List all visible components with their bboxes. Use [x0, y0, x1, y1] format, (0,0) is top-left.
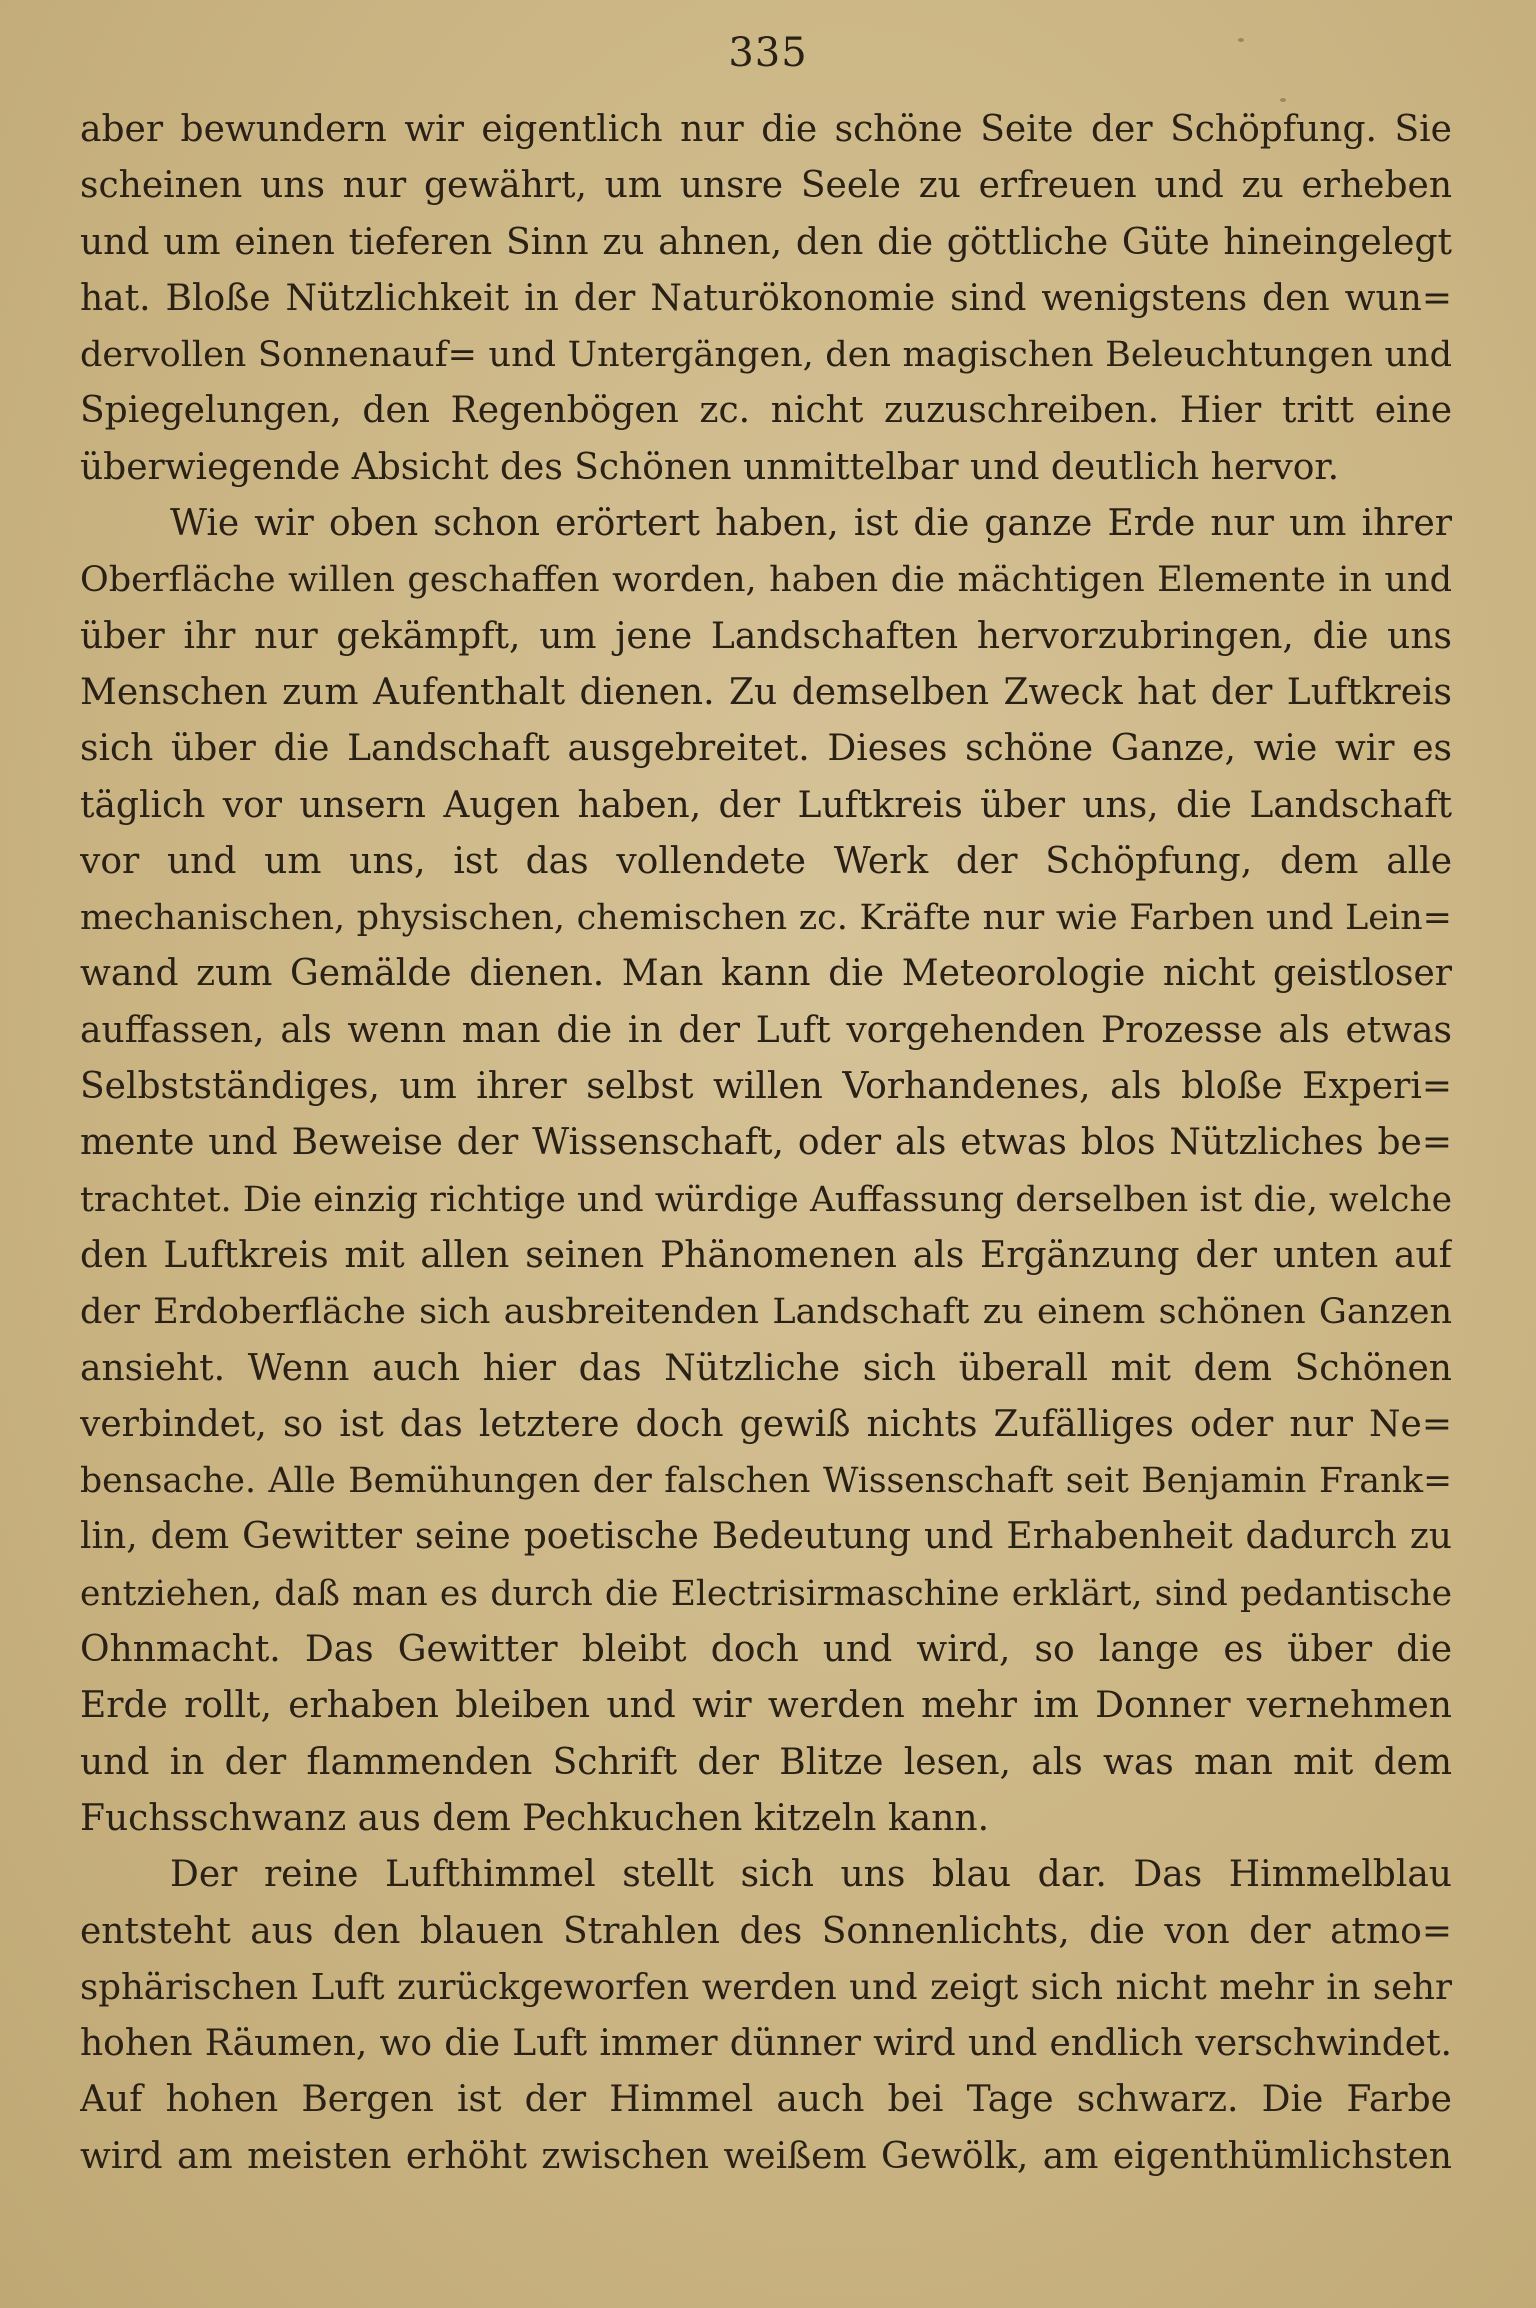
text-line: lin, dem Gewitter seine poetische Bedeutung und Erhabenheit dadurch zu [80, 1516, 1452, 1558]
text-line: wird am meisten erhöht zwischen weißem Gewölk, am eigenthümlichsten [80, 2135, 1452, 2177]
text-line: Selbstständiges, um ihrer selbst willen Vorhandenes, als bloße Experi= [80, 1066, 1452, 1108]
text-line: aber bewundern wir eigentlich nur die schöne Seite der Schöpfung. Sie [80, 109, 1452, 150]
paragraph-start-line: Der reine Lufthimmel stellt sich uns blau dar. Das Himmelblau [170, 1854, 1452, 1896]
text-line: und in der flammenden Schrift der Blitze lesen, als was man mit dem [80, 1741, 1452, 1783]
text-line: trachtet. Die einzig richtige und würdige Auffassung derselben ist die, welche [80, 1179, 1452, 1220]
text-line: täglich vor unsern Augen haben, der Luftkreis über uns, die Landschaft [80, 784, 1452, 826]
paper-speck [1238, 38, 1244, 42]
text-line: Ohnmacht. Das Gewitter bleibt doch und wird, so lange es über die [80, 1629, 1452, 1671]
text-line: entsteht aus den blauen Strahlen des Sonnenlichts, die von der atmo= [80, 1910, 1452, 1952]
text-line: mechanischen, physischen, chemischen zc. Kräfte nur wie Farben und Lein= [80, 898, 1452, 939]
text-line: bensache. Alle Bemühungen der falschen Wissenschaft seit Benjamin Frank= [80, 1461, 1452, 1502]
text-line: überwiegende Absicht des Schönen unmittelbar und deutlich hervor. [80, 446, 1340, 488]
page-number: 335 [728, 30, 808, 76]
text-line: Spiegelungen, den Regenbögen zc. nicht zuzuschreiben. Hier tritt eine [80, 390, 1452, 432]
text-line: Fuchsschwanz aus dem Pechkuchen kitzeln kann. [80, 1797, 990, 1839]
text-line: sphärischen Luft zurückgeworfen werden und zeigt sich nicht mehr in sehr [80, 1966, 1452, 2008]
text-line: wand zum Gemälde dienen. Man kann die Meteorologie nicht geistloser [80, 953, 1452, 995]
text-line: ansieht. Wenn auch hier das Nützliche sich überall mit dem Schönen [80, 1347, 1452, 1389]
paragraph-start-line: Wie wir oben schon erörtert haben, ist die ganze Erde nur um ihrer [170, 503, 1452, 545]
text-line: dervollen Sonnenauf= und Untergängen, den magischen Beleuchtungen und [80, 335, 1452, 376]
text-line: den Luftkreis mit allen seinen Phänomenen als Ergänzung der unten auf [80, 1234, 1452, 1276]
text-line: sich über die Landschaft ausgebreitet. Dieses schöne Ganze, wie wir es [80, 728, 1452, 770]
text-line: mente und Beweise der Wissenschaft, oder als etwas blos Nützliches be= [80, 1122, 1452, 1164]
text-line: auffassen, als wenn man die in der Luft vorgehenden Prozesse als etwas [80, 1009, 1452, 1051]
text-line: entziehen, daß man es durch die Electrisirmaschine erklärt, sind pedantische [80, 1573, 1452, 1614]
text-line: der Erdoberfläche sich ausbreitenden Landschaft zu einem schönen Ganzen [80, 1292, 1452, 1333]
text-line: vor und um uns, ist das vollendete Werk der Schöpfung, dem alle [80, 840, 1452, 882]
text-line: über ihr nur gekämpft, um jene Landschaften hervorzubringen, die uns [80, 615, 1452, 657]
text-line: und um einen tieferen Sinn zu ahnen, den die göttliche Güte hineingelegt [80, 221, 1452, 263]
text-line: Oberfläche willen geschaffen worden, haben die mächtigen Elemente in und [80, 560, 1452, 601]
text-line: scheinen uns nur gewährt, um unsre Seele zu erfreuen und zu erheben [80, 165, 1452, 207]
paper-speck [1280, 98, 1286, 102]
text-line: Erde rollt, erhaben bleiben und wir werden mehr im Donner vernehmen [80, 1685, 1452, 1727]
text-line: hohen Räumen, wo die Luft immer dünner wird und endlich verschwindet. [80, 2023, 1452, 2065]
text-line: Menschen zum Aufenthalt dienen. Zu demselben Zweck hat der Luftkreis [80, 671, 1452, 713]
text-line: verbindet, so ist das letztere doch gewiß nichts Zufälliges oder nur Ne= [80, 1403, 1452, 1445]
text-line: Auf hohen Bergen ist der Himmel auch bei Tage schwarz. Die Farbe [80, 2079, 1452, 2121]
text-line: hat. Bloße Nützlichkeit in der Naturökonomie sind wenigstens den wun= [80, 277, 1452, 319]
body-text [80, 102, 1452, 2185]
